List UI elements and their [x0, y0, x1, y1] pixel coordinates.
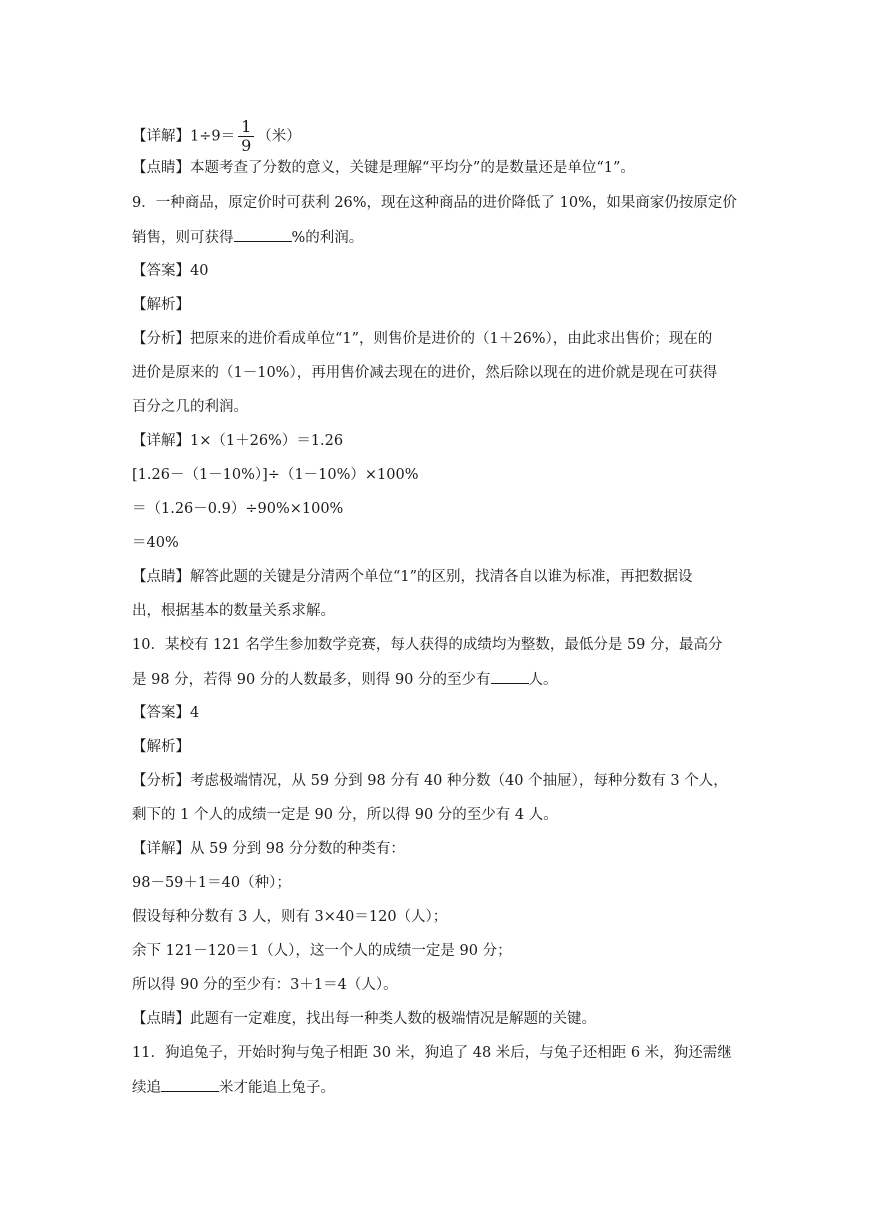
- q9-analysis-line-2: 进价是原来的（1－10%），再用售价减去现在的进价，然后除以现在的进价就是现在可获得: [132, 365, 718, 381]
- q10-detail-line-3: 假设每种分数有 3 人，则有 3×40＝120（人）；: [132, 909, 448, 925]
- q9-analysis-line-1: 【分析】把原来的进价看成单位“1”，则售价是进价的（1＋26%），由此求出售价；现在的: [132, 331, 713, 347]
- q8-detail-suffix: （米）: [257, 128, 301, 145]
- q10-answer: 【答案】4: [132, 705, 200, 721]
- q10-comment: 【点睛】此题有一定难度，找出每一种类人数的极端情况是解题的关键。: [132, 1011, 596, 1027]
- q9-analysis-line-3: 百分之几的利润。: [132, 399, 248, 415]
- q10-analysis-line-1: 【分析】考虑极端情况，从 59 分到 98 分有 40 种分数（40 个抽屉），每种分数有 3 个人，: [132, 773, 728, 789]
- q11-answer-blank: [161, 1077, 219, 1092]
- q9-question-line-1: 9．一种商品，原定价时可获利 26%，现在这种商品的进价降低了 10%，如果商家仍按原定价: [132, 195, 737, 211]
- q8-detail-line: [132, 118, 742, 155]
- fraction-numerator: 1: [238, 118, 254, 137]
- q10-question-text-b: 人。: [528, 672, 558, 688]
- q11-question-text-b: 米才能追上兔子。: [219, 1080, 335, 1096]
- q11-question-line-2: [132, 1077, 742, 1098]
- q10-answer-blank: [491, 669, 529, 684]
- q10-analysis-heading: 【解析】: [132, 739, 190, 755]
- q10-analysis-line-2: 剩下的 1 个人的成绩一定是 90 分，所以得 90 分的至少有 4 人。: [132, 807, 558, 823]
- q9-answer: 【答案】40: [132, 263, 209, 279]
- q10-question-text-a: 是 98 分，若得 90 分的人数最多，则得 90 分的至少有: [132, 672, 491, 688]
- q9-detail-line-2: [1.26－（1－10%）]÷（1－10%）×100%: [132, 467, 419, 483]
- q10-detail-line-5: 所以得 90 分的至少有：3＋1＝4（人）。: [132, 977, 398, 993]
- q11-question-text-a: 续追: [132, 1080, 161, 1096]
- q10-question-line-2: [132, 669, 742, 690]
- q9-analysis-heading: 【解析】: [132, 297, 190, 313]
- q9-answer-blank: [234, 227, 292, 242]
- q9-detail-line-3: ＝（1.26－0.9）÷90%×100%: [132, 501, 344, 517]
- q9-detail-line-1: 【详解】1×（1＋26%）＝1.26: [132, 433, 344, 449]
- fraction-one-ninth: [238, 118, 254, 155]
- q11-question-line-1: 11．狗追兔子，开始时狗与兔子相距 30 米，狗追了 48 米后，与兔子还相距 6 米，狗还需继: [132, 1045, 732, 1061]
- q9-detail-line-4: ＝40%: [132, 535, 179, 551]
- q10-detail-line-4: 余下 121－120＝1（人），这一个人的成绩一定是 90 分；: [132, 943, 512, 959]
- q9-question-text-b: %的利润。: [291, 230, 364, 246]
- q10-detail-line-2: 98－59＋1＝40（种）；: [132, 875, 291, 891]
- q8-comment: 【点睛】本题考查了分数的意义，关键是理解“平均分”的是数量还是单位“1”。: [132, 160, 635, 176]
- q10-detail-line-1: 【详解】从 59 分到 98 分分数的种类有：: [132, 841, 405, 857]
- q9-question-line-2: [132, 227, 742, 248]
- q8-detail-prefix: 【详解】1÷9＝: [132, 128, 236, 145]
- q9-question-text-a: 销售，则可获得: [132, 230, 234, 246]
- q9-comment-line-1: 【点睛】解答此题的关键是分清两个单位“1”的区别，找清各自以谁为标准，再把数据设: [132, 569, 693, 585]
- q10-question-line-1: 10．某校有 121 名学生参加数学竞赛，每人获得的成绩均为整数，最低分是 59 分，最高分: [132, 637, 723, 653]
- fraction-denominator: 9: [241, 136, 252, 155]
- q9-comment-line-2: 出，根据基本的数量关系求解。: [132, 603, 335, 619]
